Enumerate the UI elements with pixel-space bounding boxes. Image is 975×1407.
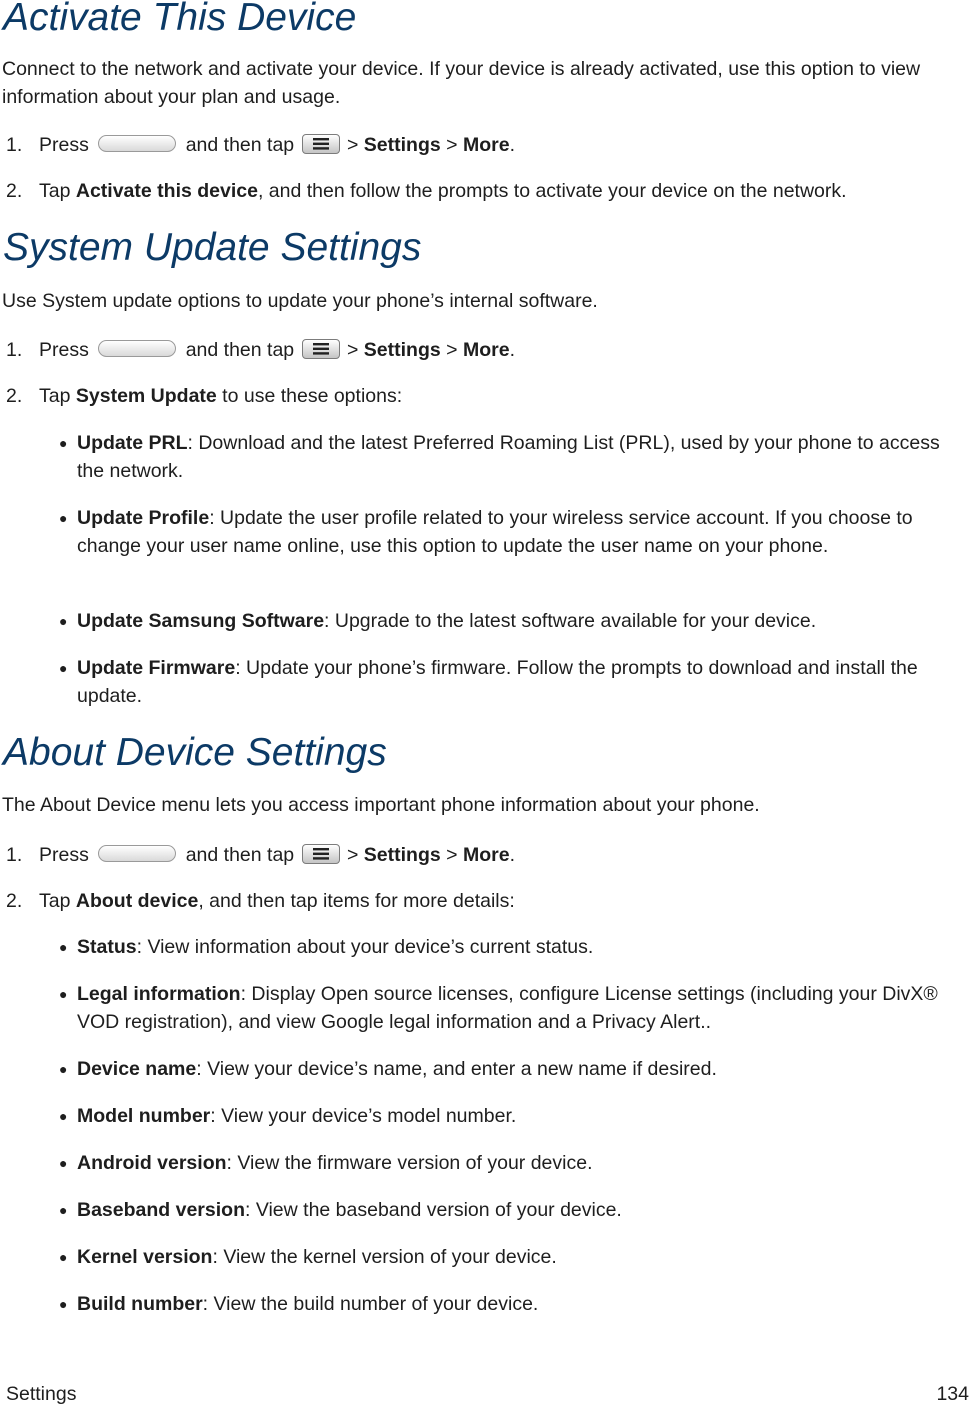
- step-number: 2.: [6, 385, 23, 407]
- section-intro-activate: Connect to the network and activate your device. If your device is already activated, use this option to view information about your plan and usage.: [2, 58, 921, 108]
- home-key-icon: [98, 340, 176, 357]
- list-item: ● Status: View information about your device’s current status.: [0, 933, 965, 961]
- list-item: ● Legal information: Display Open source licenses, configure License settings (including your DivX® VOD registration), and view Google legal information and a Privacy Alert..: [0, 980, 965, 1036]
- more-label: More: [462, 134, 510, 156]
- bullet-dot-icon: ●: [59, 986, 68, 1002]
- settings-label: Settings: [363, 844, 441, 866]
- bullet-dot-icon: ●: [59, 1202, 68, 1218]
- more-label: More: [462, 339, 510, 361]
- step-number: 1.: [6, 844, 23, 866]
- step-number: 1.: [6, 339, 23, 361]
- section-title-activate: Activate This Device: [3, 0, 357, 39]
- bullet-dot-icon: ●: [59, 613, 68, 629]
- menu-key-icon: [302, 339, 340, 359]
- menu-key-icon: [302, 134, 340, 154]
- list-item: ● Build number: View the build number of your device.: [0, 1290, 965, 1318]
- list-item: ● Update Profile: Update the user profile related to your wireless service account. If you choose to change your user name online, use this option to update the user name on your phone.: [0, 504, 965, 560]
- bullet-dot-icon: ●: [59, 939, 68, 955]
- section-title-system-update: System Update Settings: [3, 226, 422, 269]
- list-item: ● Update PRL: Download and the latest Preferred Roaming List (PRL), used by your phone to access the network.: [0, 429, 965, 485]
- bullet-dot-icon: ●: [59, 1061, 68, 1077]
- bullet-dot-icon: ●: [59, 1108, 68, 1124]
- list-item: ● Kernel version: View the kernel version of your device.: [0, 1243, 965, 1271]
- settings-label: Settings: [363, 134, 441, 156]
- section-intro-system-update: Use System update options to update your phone’s internal software.: [2, 290, 598, 312]
- bullet-dot-icon: ●: [59, 1296, 68, 1312]
- bullet-dot-icon: ●: [59, 1249, 68, 1265]
- list-item: ● Model number: View your device’s model number.: [0, 1102, 965, 1130]
- list-item: ● Baseband version: View the baseband version of your device.: [0, 1196, 965, 1224]
- bullet-dot-icon: ●: [59, 435, 68, 451]
- bullet-dot-icon: ●: [59, 1155, 68, 1171]
- step-number: 2.: [6, 180, 23, 202]
- home-key-icon: [98, 845, 176, 862]
- bullet-dot-icon: ●: [59, 660, 68, 676]
- section-intro-about-device: The About Device menu lets you access important phone information about your phone.: [2, 794, 760, 816]
- settings-label: Settings: [363, 339, 441, 361]
- more-label: More: [462, 844, 510, 866]
- system-update-label: System Update: [75, 385, 217, 407]
- footer-page-number: 134: [936, 1383, 969, 1405]
- list-item: ● Device name: View your device’s name, and enter a new name if desired.: [0, 1055, 965, 1083]
- menu-key-icon: [302, 844, 340, 864]
- section-title-about-device: About Device Settings: [3, 731, 387, 774]
- step-number: 2.: [6, 890, 23, 912]
- footer-section-name: Settings: [6, 1383, 77, 1405]
- list-item: ● Update Samsung Software: Upgrade to the latest software available for your device.: [0, 607, 965, 635]
- list-item: ● Android version: View the firmware version of your device.: [0, 1149, 965, 1177]
- home-key-icon: [98, 135, 176, 152]
- activate-device-label: Activate this device: [75, 180, 258, 202]
- about-device-label: About device: [75, 890, 199, 912]
- bullet-dot-icon: ●: [59, 510, 68, 526]
- step-number: 1.: [6, 134, 23, 156]
- list-item: ● Update Firmware: Update your phone’s firmware. Follow the prompts to download and install the update.: [0, 654, 965, 710]
